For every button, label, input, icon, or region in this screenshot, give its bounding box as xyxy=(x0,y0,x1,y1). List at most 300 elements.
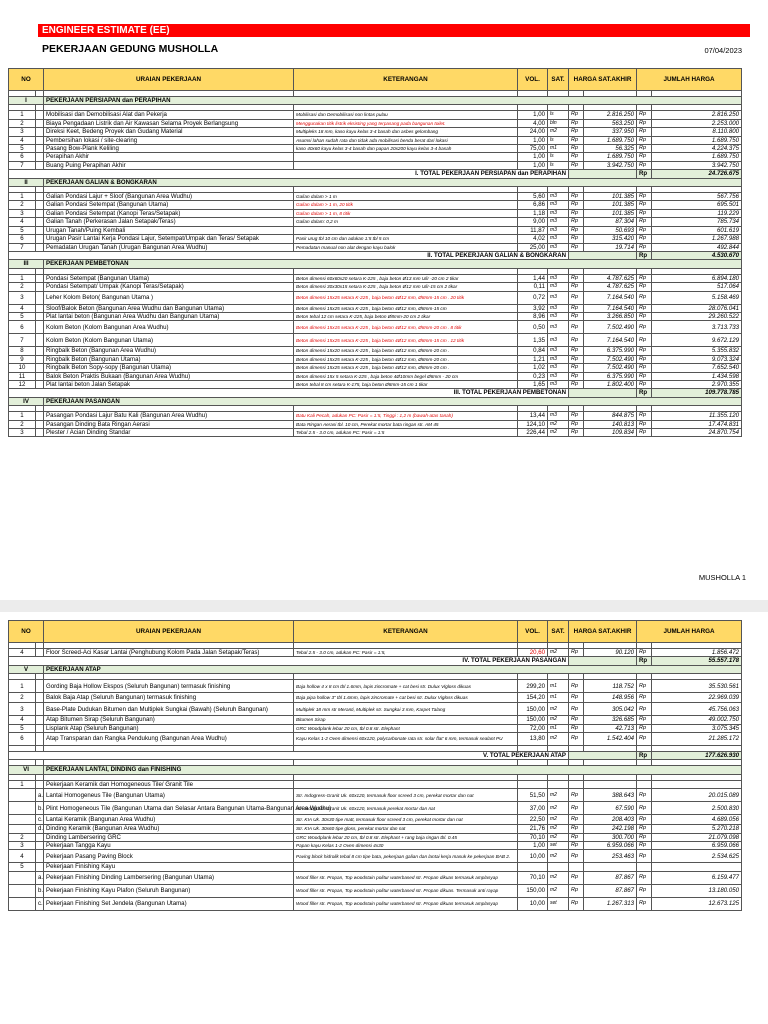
item-volume: 0,23 xyxy=(518,372,548,380)
item-unit: m3 xyxy=(548,218,569,226)
item-unit: m2 xyxy=(548,833,569,841)
item-currency: Rp xyxy=(637,850,652,863)
item-volume: 8,96 xyxy=(518,312,548,320)
item-currency: Rp xyxy=(569,355,584,363)
item-sub-letter xyxy=(36,833,44,841)
item-unit-price: 242.198 xyxy=(584,825,637,833)
item-description: Galian Tanah (Perkerasan Jalan Setapak/Teras) xyxy=(44,218,294,226)
item-currency: Rp xyxy=(569,871,584,884)
item-unit-price: 7.502.490 xyxy=(584,321,637,334)
item-currency: Rp xyxy=(569,193,584,201)
item-unit: m2 xyxy=(548,128,569,136)
section-total-pad xyxy=(569,251,637,259)
table-row xyxy=(9,693,742,703)
item-currency: Rp xyxy=(569,412,584,420)
header-vol: VOL. xyxy=(518,69,548,91)
table-row xyxy=(9,364,742,372)
section-header-row xyxy=(9,178,742,186)
item-keterangan: Beton dimensi 15x25 setara K-225 , baja beton 4Ø12 mm, Ø8mm-20 cm . xyxy=(294,355,518,363)
item-unit-price: 208.403 xyxy=(584,815,637,825)
item-keterangan: Paving block hidrolik tebal 8 cm tipe bata, pekerjaan galian dan lantai kerja masuk ke pekerjaan BAB 2. xyxy=(294,850,518,863)
item-sub-letter xyxy=(36,693,44,703)
item-description: Pekerjaan Finishing Set Jendela (Bangunan Utama) xyxy=(44,897,294,910)
item-volume: 3,92 xyxy=(518,304,548,312)
item-number: 6 xyxy=(9,235,36,243)
engineer-estimate-banner: ENGINEER ESTIMATE (EE) xyxy=(38,24,750,37)
table-row xyxy=(9,321,742,334)
item-currency: Rp xyxy=(637,364,652,372)
item-unit: m2 xyxy=(548,850,569,863)
item-keterangan: Beton dimensi 15x 5 setara K-225 , baja beton 4Ø10mm begel Ø8mm - 20 cm xyxy=(294,372,518,380)
item-currency: Rp xyxy=(637,649,652,657)
table-row xyxy=(9,429,742,437)
section-total-value: 4.530.670 xyxy=(652,251,742,259)
item-currency: Rp xyxy=(569,825,584,833)
item-unit-price: 7.164.540 xyxy=(584,334,637,347)
item-currency: Rp xyxy=(569,850,584,863)
table-row xyxy=(9,274,742,282)
item-total-price: 492.844 xyxy=(652,243,742,251)
item-currency: Rp xyxy=(569,128,584,136)
item-description: Pasangan Dinding Bata Ringan Aerasi xyxy=(44,420,294,428)
item-total-price: 695.501 xyxy=(652,201,742,209)
table-row xyxy=(9,833,742,841)
table-row xyxy=(9,680,742,693)
item-description: Pondasi Setempat/ Umpak (Kanopi Teras/Setapak) xyxy=(44,283,294,291)
item-unit: m3 xyxy=(548,380,569,388)
item-unit-price: 140.813 xyxy=(584,420,637,428)
item-volume: 1,00 xyxy=(518,111,548,119)
item-volume: 1,00 xyxy=(518,842,548,850)
item-currency: Rp xyxy=(569,209,584,217)
item-description: Dinding Keramik (Bangunan Area Wudhu) xyxy=(44,825,294,833)
table-row xyxy=(9,304,742,312)
item-volume: 1,00 xyxy=(518,161,548,169)
item-keterangan: Bitumen Sirap xyxy=(294,716,518,724)
item-keterangan: Bata Ringan Aerasi tbl. 10 cm, Perekat mortar bata ringan str. AM 45 xyxy=(294,420,518,428)
item-keterangan: Galian dalam > 1 m, 20 titik xyxy=(294,201,518,209)
item-description: Pekerjaan Keramik dan Homogeneous Tile/ Granit Tile xyxy=(44,780,294,788)
item-unit-price: 109.834 xyxy=(584,429,637,437)
item-currency: Rp xyxy=(637,355,652,363)
item-volume: 1,21 xyxy=(518,355,548,363)
item-unit: m3 xyxy=(548,274,569,282)
item-total-price: 45.756.063 xyxy=(652,703,742,716)
table-row xyxy=(9,871,742,884)
item-unit: m2 xyxy=(548,789,569,802)
item-currency: Rp xyxy=(637,201,652,209)
item-number: 3 xyxy=(9,128,36,136)
item-keterangan: Batu Kali Pecah, adukan PC: Pasir = 1:5, Tinggi : 1,2 m (bawah-atas tanah) xyxy=(294,412,518,420)
item-sub-letter: d. xyxy=(36,825,44,833)
item-currency: Rp xyxy=(569,226,584,234)
item-sub-letter xyxy=(36,274,44,282)
item-sub-letter xyxy=(36,201,44,209)
item-description: Balok Beton Praktis Bukaan (Bangunan Area Wudhu) xyxy=(44,372,294,380)
item-keterangan: Baja pipa hollow 3" tbl 1.6mm, lapis zincromate + cat besi str. Dulux Vigloss dikuas xyxy=(294,693,518,703)
item-unit: m3 xyxy=(548,243,569,251)
table-row xyxy=(9,649,742,657)
item-volume: 4,02 xyxy=(518,235,548,243)
table-row xyxy=(9,119,742,127)
item-number: 3 xyxy=(9,703,36,716)
item-sub-letter xyxy=(36,420,44,428)
section-total-value: 109.778.785 xyxy=(652,389,742,397)
item-total-price: 7.652.540 xyxy=(652,364,742,372)
section-total-row xyxy=(9,389,742,397)
item-volume: 1,00 xyxy=(518,136,548,144)
item-total-price: 20.015.089 xyxy=(652,789,742,802)
item-unit: ls xyxy=(548,153,569,161)
item-description: Pekerjaan Tangga Kayu xyxy=(44,842,294,850)
item-keterangan: Galian dalam: 0,2 m xyxy=(294,218,518,226)
item-total-price: 22.969.039 xyxy=(652,693,742,703)
item-description: Gording Baja Hollow Ekspos (Seluruh Bangunan) termasuk finishing xyxy=(44,680,294,693)
item-number: 3 xyxy=(9,842,36,850)
sheet-page-2 xyxy=(0,612,768,1024)
item-volume: 51,50 xyxy=(518,789,548,802)
item-sub-letter xyxy=(36,321,44,334)
item-sub-letter xyxy=(36,153,44,161)
item-currency: Rp xyxy=(637,119,652,127)
item-keterangan: Asumsi lahan sudah rata dan tidak ada mobilisasi benda berat dari lokasi xyxy=(294,136,518,144)
section-title: PEKERJAAN ATAP xyxy=(44,665,742,673)
header-no: NO xyxy=(9,69,44,91)
item-number: 1 xyxy=(9,680,36,693)
item-currency: Rp xyxy=(637,802,652,815)
item-sub-letter xyxy=(36,235,44,243)
item-total-price: 28.076.041 xyxy=(652,304,742,312)
item-total-price: 5.270.218 xyxy=(652,825,742,833)
item-currency: Rp xyxy=(569,312,584,320)
section-total-row xyxy=(9,170,742,178)
item-keterangan xyxy=(294,153,518,161)
item-currency: Rp xyxy=(637,733,652,746)
item-total-price: 119.229 xyxy=(652,209,742,217)
item-keterangan xyxy=(294,161,518,169)
item-keterangan: Papan kayu Kelas 1-2 Oven dimensi 4x30 xyxy=(294,842,518,850)
table-row xyxy=(9,193,742,201)
item-number xyxy=(9,789,36,802)
item-description: Pekerjaan Pasang Paving Block xyxy=(44,850,294,863)
item-sub-letter xyxy=(36,334,44,347)
item-number xyxy=(9,897,36,910)
item-description: Balok Baja Atap (Seluruh Bangunan) termasuk finishing xyxy=(44,693,294,703)
item-unit: m2 xyxy=(548,871,569,884)
item-total-price: 1.856.472 xyxy=(652,649,742,657)
item-number: 2 xyxy=(9,833,36,841)
table-row xyxy=(9,145,742,153)
item-currency: Rp xyxy=(569,420,584,428)
item-total-price: 2.970.355 xyxy=(652,380,742,388)
item-unit: m3 xyxy=(548,372,569,380)
item-number: 2 xyxy=(9,283,36,291)
table-row xyxy=(9,153,742,161)
item-currency: Rp xyxy=(637,209,652,217)
item-unit-price: 6.375.990 xyxy=(584,347,637,355)
item-currency: Rp xyxy=(569,119,584,127)
item-unit: m1 xyxy=(548,724,569,732)
item-sub-letter xyxy=(36,850,44,863)
table-row xyxy=(9,842,742,850)
item-sub-letter xyxy=(36,226,44,234)
item-sub-letter: c. xyxy=(36,815,44,825)
item-description: Kolom Beton (Kolom Bangunan Area Wudhu) xyxy=(44,321,294,334)
item-currency: Rp xyxy=(637,815,652,825)
item-currency: Rp xyxy=(569,884,584,897)
item-unit: bln xyxy=(548,119,569,127)
item-currency: Rp xyxy=(637,724,652,732)
item-unit: m3 xyxy=(548,226,569,234)
item-unit-price: 844.875 xyxy=(584,412,637,420)
item-sub-letter xyxy=(36,412,44,420)
item-keterangan: Mobilisasi dan Demobilisasi non lintas pulau xyxy=(294,111,518,119)
header-keterangan: KETERANGAN xyxy=(294,69,518,91)
table-row xyxy=(9,347,742,355)
item-currency: Rp xyxy=(637,321,652,334)
table-row xyxy=(9,884,742,897)
table-row xyxy=(9,380,742,388)
item-number: 10 xyxy=(9,364,36,372)
item-unit-price: 7.164.540 xyxy=(584,291,637,304)
item-currency: Rp xyxy=(637,871,652,884)
item-unit-price: 42.713 xyxy=(584,724,637,732)
item-description: Galian Pondasi Setempat (Kanopi Teras/Setapak) xyxy=(44,209,294,217)
item-unit-price: 67.590 xyxy=(584,802,637,815)
item-volume: 154,20 xyxy=(518,693,548,703)
item-number: 3 xyxy=(9,429,36,437)
section-total-pad xyxy=(569,752,637,760)
header-no: NO xyxy=(9,621,44,643)
section-total-value: 55.557.178 xyxy=(652,657,742,665)
item-currency: Rp xyxy=(569,321,584,334)
item-sub-letter xyxy=(36,283,44,291)
item-unit-price: 3.266.850 xyxy=(584,312,637,320)
item-number: 6 xyxy=(9,733,36,746)
item-unit-price: 7.502.490 xyxy=(584,355,637,363)
item-total-price: 35.530.561 xyxy=(652,680,742,693)
item-unit: m3 xyxy=(548,321,569,334)
item-keterangan: Beton tebal 8 cm setara K-175, baja beton Ø8mm-15 cm 1 tikar xyxy=(294,380,518,388)
section-total-label: III. TOTAL PEKERJAAN PEMBETONAN xyxy=(9,389,569,397)
table-row xyxy=(9,863,742,871)
project-title: PEKERJAAN GEDUNG MUSHOLLA xyxy=(42,43,219,55)
item-currency: Rp xyxy=(637,291,652,304)
section-total-value: 177.626.930 xyxy=(652,752,742,760)
item-currency xyxy=(637,863,652,871)
item-currency: Rp xyxy=(637,235,652,243)
item-keterangan: Kayu Kelas 1-2 Oven dimensi 60x120, polycarbonate rata str. solar flat' 6 mm, termasuk sealant PU xyxy=(294,733,518,746)
table-row xyxy=(9,136,742,144)
item-sub-letter: c. xyxy=(36,897,44,910)
item-unit: m2 xyxy=(548,649,569,657)
item-unit-price: 6.959.066 xyxy=(584,842,637,850)
item-volume: 6,86 xyxy=(518,201,548,209)
item-currency: Rp xyxy=(569,693,584,703)
item-total-price: 5.355.832 xyxy=(652,347,742,355)
item-total-price: 11.355.120 xyxy=(652,412,742,420)
item-unit: m3 xyxy=(548,304,569,312)
item-volume: 70,10 xyxy=(518,871,548,884)
item-description: Ringbalk Beton (Bangunan Utama) xyxy=(44,355,294,363)
item-unit: m3 xyxy=(548,412,569,420)
table-row xyxy=(9,815,742,825)
item-currency: Rp xyxy=(637,372,652,380)
item-keterangan: Baja hollow 4 x 8 cm tbl 1.6mm, lapis zincromate + cat besi str. Dulux Vigloss dikuas xyxy=(294,680,518,693)
item-sub-letter xyxy=(36,372,44,380)
item-description: Perapihan Akhir xyxy=(44,153,294,161)
item-unit-price: 19.714 xyxy=(584,243,637,251)
header-jumlah: JUMLAH HARGA xyxy=(637,69,742,91)
item-volume: 0,50 xyxy=(518,321,548,334)
table-header-row xyxy=(9,621,742,643)
item-keterangan: Menggunakan titik listrik eksisting yang terpasang pada bangunan toilet. xyxy=(294,119,518,127)
item-number: 2 xyxy=(9,201,36,209)
item-volume xyxy=(518,863,548,871)
item-unit-price: 305.042 xyxy=(584,703,637,716)
item-currency: Rp xyxy=(637,218,652,226)
item-number: 4 xyxy=(9,850,36,863)
section-number: IV xyxy=(9,397,44,405)
item-currency: Rp xyxy=(569,815,584,825)
item-currency: Rp xyxy=(637,429,652,437)
item-unit-price: 7.164.540 xyxy=(584,304,637,312)
item-volume: 13,80 xyxy=(518,733,548,746)
item-description: Urugan Tanah/Puing Kembali xyxy=(44,226,294,234)
section-total-currency: Rp xyxy=(637,657,652,665)
item-unit-price: 2.816.250 xyxy=(584,111,637,119)
item-volume: 24,00 xyxy=(518,128,548,136)
item-sub-letter xyxy=(36,680,44,693)
item-currency: Rp xyxy=(569,716,584,724)
estimate-table-page-1 xyxy=(8,68,742,437)
item-currency: Rp xyxy=(637,145,652,153)
item-total-price: 3.713.733 xyxy=(652,321,742,334)
item-description: Direksi Keet, Bedeng Proyek dan Gudang Material xyxy=(44,128,294,136)
item-unit-price: 87.867 xyxy=(584,884,637,897)
item-unit-price: 388.643 xyxy=(584,789,637,802)
section-total-label: I. TOTAL PEKERJAAN PERSIAPAN dan PERAPIHAN xyxy=(9,170,569,178)
item-sub-letter xyxy=(36,716,44,724)
item-volume: 5,60 xyxy=(518,193,548,201)
section-title: PEKERJAAN PEMBETONAN xyxy=(44,260,742,268)
table-row xyxy=(9,218,742,226)
section-total-row xyxy=(9,657,742,665)
item-currency: Rp xyxy=(637,420,652,428)
item-keterangan: Galian dalam > 1 m, 8 titik xyxy=(294,209,518,217)
item-volume: 226,44 xyxy=(518,429,548,437)
item-description: Pembersihan lokasi / site-clearing xyxy=(44,136,294,144)
item-volume: 10,00 xyxy=(518,897,548,910)
item-unit: ls xyxy=(548,111,569,119)
header-uraian: URAIAN PEKERJAAN xyxy=(44,621,294,643)
item-sub-letter xyxy=(36,380,44,388)
item-sub-letter: b. xyxy=(36,802,44,815)
item-sub-letter xyxy=(36,111,44,119)
table-row xyxy=(9,209,742,217)
item-description: Base-Plate Dudukan Bitumen dan Multiplek Sungkai (Bawah) (Seluruh Bangunan) xyxy=(44,703,294,716)
item-total-price: 21.285.172 xyxy=(652,733,742,746)
table-row xyxy=(9,283,742,291)
item-total-price: 2.253.000 xyxy=(652,119,742,127)
item-sub-letter xyxy=(36,243,44,251)
item-unit: m3 xyxy=(548,201,569,209)
table-row xyxy=(9,780,742,788)
item-sub-letter xyxy=(36,724,44,732)
item-sub-letter xyxy=(36,193,44,201)
item-description: Galian Pondasi Setempat (Bangunan Utama) xyxy=(44,201,294,209)
item-currency: Rp xyxy=(569,291,584,304)
item-keterangan: Wood filler str. Propan, Top woodstain politur waterbased str. Propan dikuas termasuk amplasyap xyxy=(294,871,518,884)
item-currency: Rp xyxy=(637,897,652,910)
item-total-price: 3.075.345 xyxy=(652,724,742,732)
item-total-price: 12.673.125 xyxy=(652,897,742,910)
item-currency: Rp xyxy=(569,364,584,372)
item-currency: Rp xyxy=(637,128,652,136)
item-number: 7 xyxy=(9,243,36,251)
item-keterangan: Pemadatan manual non alat dengan kayu balok xyxy=(294,243,518,251)
item-total-price: 3.942.750 xyxy=(652,161,742,169)
item-currency: Rp xyxy=(569,334,584,347)
item-keterangan: Beton dimensi 15x25 setara K-225 , baja beton 4Ø12 mm, Ø8mm-15 cm . 20 titik xyxy=(294,291,518,304)
item-number: 9 xyxy=(9,355,36,363)
item-keterangan: Str. KIA Uk. 30x60 tipe gloss, perekat mortar dan nat xyxy=(294,825,518,833)
item-number: 12 xyxy=(9,380,36,388)
item-keterangan: Beton dimensi 30x30x15 setara K-225 , baja beton Ø12 mm Ulir-15 cm 2 tikar xyxy=(294,283,518,291)
item-total-price: 601.619 xyxy=(652,226,742,234)
item-unit-price: 4.787.625 xyxy=(584,274,637,282)
item-description: Pekerjaan Finishing Kayu xyxy=(44,863,294,871)
item-currency xyxy=(569,863,584,871)
table-row xyxy=(9,291,742,304)
item-number: 5 xyxy=(9,724,36,732)
item-currency: Rp xyxy=(569,897,584,910)
item-number: 7 xyxy=(9,161,36,169)
item-currency: Rp xyxy=(637,789,652,802)
item-currency: Rp xyxy=(637,380,652,388)
section-total-row xyxy=(9,251,742,259)
item-unit: m3 xyxy=(548,355,569,363)
item-unit-price: 148.956 xyxy=(584,693,637,703)
item-volume: 22,50 xyxy=(518,815,548,825)
item-sub-letter xyxy=(36,703,44,716)
item-keterangan: Beton dimensi 60x60x20 setara K-225 , baja beton Ø13 mm Ulir -20 cm 2 tikar xyxy=(294,274,518,282)
item-description: Atap Bitumen Sirap (Seluruh Bangunan) xyxy=(44,716,294,724)
section-number: III xyxy=(9,260,44,268)
item-total-price: 29.260.522 xyxy=(652,312,742,320)
item-number: 5 xyxy=(9,863,36,871)
section-header-row xyxy=(9,260,742,268)
item-keterangan xyxy=(294,780,518,788)
item-keterangan: Multipleks 18 mm, kaso kayu kelas 3-4 basah dan asbes gelombang xyxy=(294,128,518,136)
item-total-price: 8.110.800 xyxy=(652,128,742,136)
header-sat: SAT. xyxy=(548,69,569,91)
item-unit xyxy=(548,780,569,788)
section-total-row xyxy=(9,752,742,760)
item-currency xyxy=(569,780,584,788)
item-sub-letter xyxy=(36,863,44,871)
item-volume: 1,65 xyxy=(518,380,548,388)
item-volume: 1,35 xyxy=(518,334,548,347)
item-unit-price: 315.420 xyxy=(584,235,637,243)
item-description: Pondasi Setempat (Bangunan Utama) xyxy=(44,274,294,282)
item-unit-price: 1.689.750 xyxy=(584,136,637,144)
item-total-price: 21.079.098 xyxy=(652,833,742,841)
item-keterangan: Multiplek 18 mm str Meranti, Multiplek str. Sungkai 3 mm, Karpet Talang xyxy=(294,703,518,716)
item-volume: 21,76 xyxy=(518,825,548,833)
item-unit-price: 7.502.490 xyxy=(584,364,637,372)
item-keterangan: Tebal 2.5 - 3.0 cm, adukan PC: Pasir = 1:5, xyxy=(294,649,518,657)
